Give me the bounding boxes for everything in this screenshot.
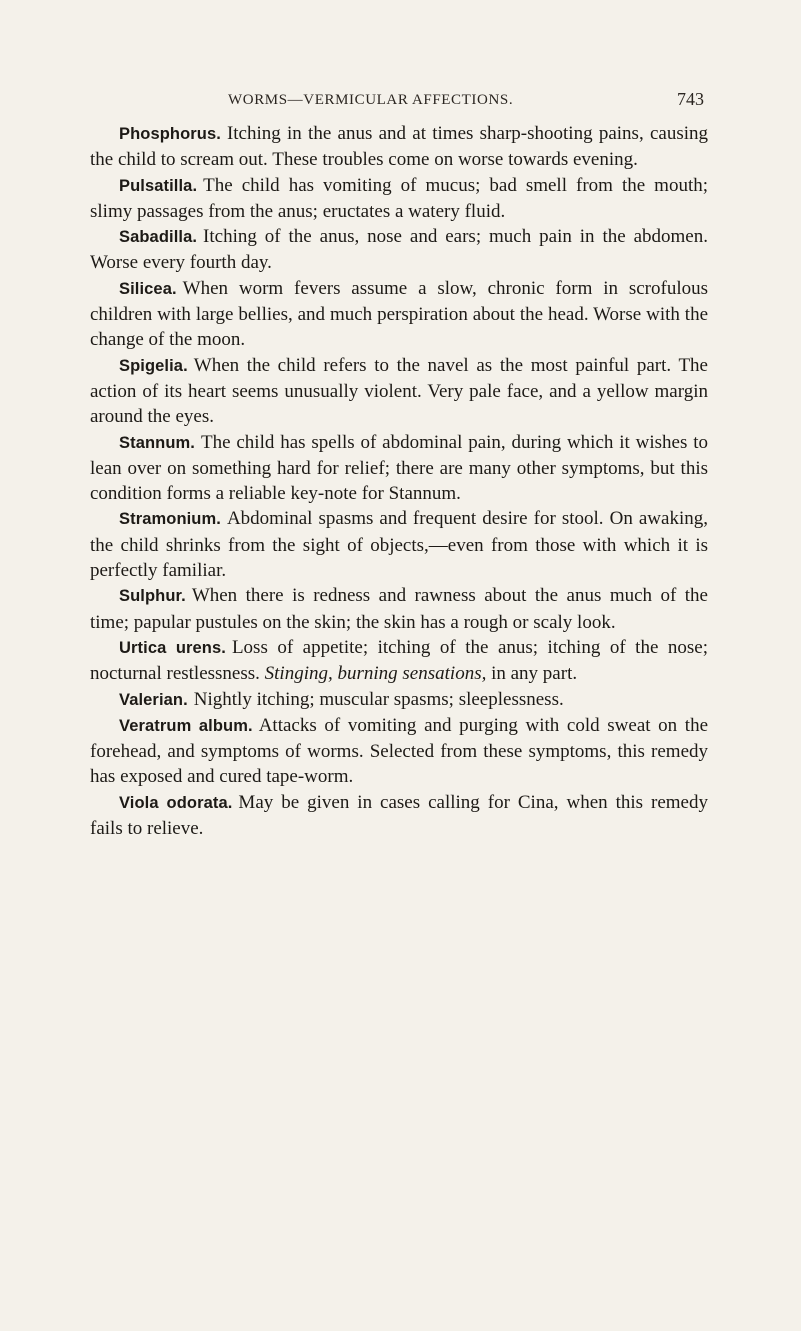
remedy-entry-veratrum-album xyxy=(90,713,708,790)
remedy-entry-urtica-urens xyxy=(90,635,708,687)
remedy-description: When the child refers to the navel as the most painful part. The action of its heart seems unusually violent. Very pale face, and a yellow margin around the eyes. xyxy=(90,354,708,428)
remedy-name: Silicea. xyxy=(119,279,177,298)
remedy-name: Urtica urens. xyxy=(119,638,226,657)
running-head: WORMS—VERMICULAR AFFECTIONS. xyxy=(228,92,514,108)
remedy-entry-silicea xyxy=(90,276,708,353)
remedy-entry-viola-odorata xyxy=(90,790,708,842)
remedy-description: Loss of appetite; itching of the anus; itching of the nose; nocturnal restlessness. xyxy=(90,636,709,685)
body-text xyxy=(90,121,708,841)
remedy-description: May be given in cases calling for Cina, when this remedy fails to relieve. xyxy=(90,791,708,840)
remedy-name: Sulphur. xyxy=(119,587,186,606)
remedy-name: Stannum. xyxy=(119,433,195,452)
remedy-description-end: in any part. xyxy=(491,663,578,685)
remedy-entry-pulsatilla xyxy=(90,173,708,225)
remedy-description: The child has spells of abdominal pain, during which it wishes to lean over on something hard for relief; there are many other symptoms, but this condition forms a reliable key-note for Stannum. xyxy=(90,431,708,505)
remedy-description: Attacks of vomiting and purging with cold sweat on the forehead, and symptoms of worms. Selected from these symptoms, this remedy has exposed and cured tape-worm. xyxy=(90,714,709,788)
remedy-description: Itching in the anus and at times sharp-shooting pains, causing the child to scream out. These troubles come on worse towards evening. xyxy=(90,123,708,171)
remedy-name: Valerian. xyxy=(119,690,188,709)
remedy-name: Sabadilla. xyxy=(119,228,198,247)
remedy-entry-stramonium xyxy=(90,506,708,583)
remedy-description: When worm fevers assume a slow, chronic form in scrofulous children with large bellies, and much perspiration about the head. Worse with the change of the moon. xyxy=(90,277,708,351)
remedy-entry-phosphorus xyxy=(90,121,708,173)
remedy-entry-valerian xyxy=(90,687,708,713)
remedy-description: Nightly itching; muscular spasms; sleeplessness. xyxy=(193,688,564,710)
remedy-name: Pulsatilla. xyxy=(119,176,198,195)
remedy-entry-sulphur xyxy=(90,583,708,635)
remedy-description: Abdominal spasms and frequent desire for stool. On awaking, the child shrinks from the sight of objects,—even from those with which it is perfectly familiar. xyxy=(90,508,708,582)
remedy-description: Itching of the anus, nose and ears; much pain in the abdomen. Worse every fourth day. xyxy=(90,226,708,274)
remedy-name: Veratrum album. xyxy=(119,716,253,735)
remedy-entry-spigelia xyxy=(90,353,708,430)
remedy-name: Phosphorus. xyxy=(119,125,221,143)
page-number: 743 xyxy=(677,89,704,109)
remedy-description: The child has vomiting of mucus; bad smell from the mouth; slimy passages from the anus; eructates a watery fluid. xyxy=(90,174,708,222)
remedy-entry-stannum xyxy=(90,430,708,507)
remedy-name: Stramonium. xyxy=(119,510,221,529)
remedy-name: Viola odorata. xyxy=(119,793,233,812)
remedy-entry-sabadilla xyxy=(90,224,708,276)
remedy-description: When there is redness and rawness about the anus much of the time; papular pustules on the skin; the skin has a rough or scaly look. xyxy=(90,585,708,633)
remedy-name: Spigelia. xyxy=(119,356,188,375)
remedy-description-italic: Stinging, burning sensations, xyxy=(264,663,487,685)
